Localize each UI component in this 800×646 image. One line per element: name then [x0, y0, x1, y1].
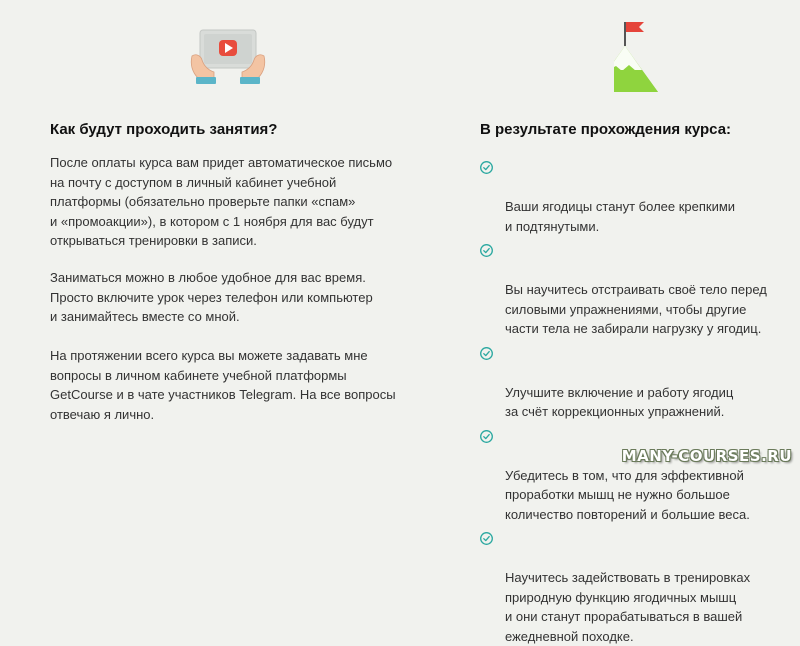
results-list: [480, 158, 780, 646]
check-circle-icon: [480, 532, 493, 545]
lessons-paragraph-3: На протяжении всего курса вы можете задавать мне вопросы в личном кабинете учебной платформы GetCourse и в чате участников Telegram. На все вопросы отвечаю я лично.: [50, 348, 396, 422]
list-item: [480, 158, 780, 236]
list-item: [480, 427, 780, 525]
list-item: [480, 344, 780, 422]
list-item: [480, 529, 780, 646]
video-player-icon: [188, 22, 268, 86]
list-item: [480, 241, 780, 339]
list-item-text: Убедитесь в том, что для эффективной проработки мышц не нужно большое количество повторений и большие веса.: [505, 467, 750, 522]
list-item-text: Ваши ягодицы станут более крепкими и подтянутыми.: [505, 199, 736, 234]
mountain-flag-icon: [614, 18, 688, 94]
list-item-text: Научитесь задействовать в тренировках природную функцию ягодичных мышц и они станут прорабатываться в вашей ежедневной походке.: [505, 570, 751, 644]
watermark: MANY-COURSES.RU: [621, 447, 792, 465]
check-circle-icon: [480, 347, 493, 360]
results-heading: В результате прохождения курса:: [480, 121, 732, 138]
lessons-paragraph-2: Заниматься можно в любое удобное для вас время. Просто включите урок через телефон или компьютер и занимайтесь вместе со мной.: [50, 270, 373, 324]
lessons-paragraph-1: После оплаты курса вам придет автоматическое письмо на почту с доступом в личный кабинет учебной платформы (обязательно проверьте папки «спам» и «промоакции»), в котором с 1 ноября для вас будут открываться тренировки в записи.: [50, 155, 393, 248]
list-item-text: Вы научитесь отстраивать своё тело перед силовыми упражнениями, чтобы другие части тела не забирали нагрузку у ягодиц.: [505, 282, 767, 336]
check-circle-icon: [480, 161, 493, 174]
lessons-heading: Как будут проходить занятия?: [50, 121, 278, 138]
check-circle-icon: [480, 430, 493, 443]
list-item-text: Улучшите включение и работу ягодиц за счёт коррекционных упражнений.: [505, 384, 734, 419]
check-circle-icon: [480, 244, 493, 257]
